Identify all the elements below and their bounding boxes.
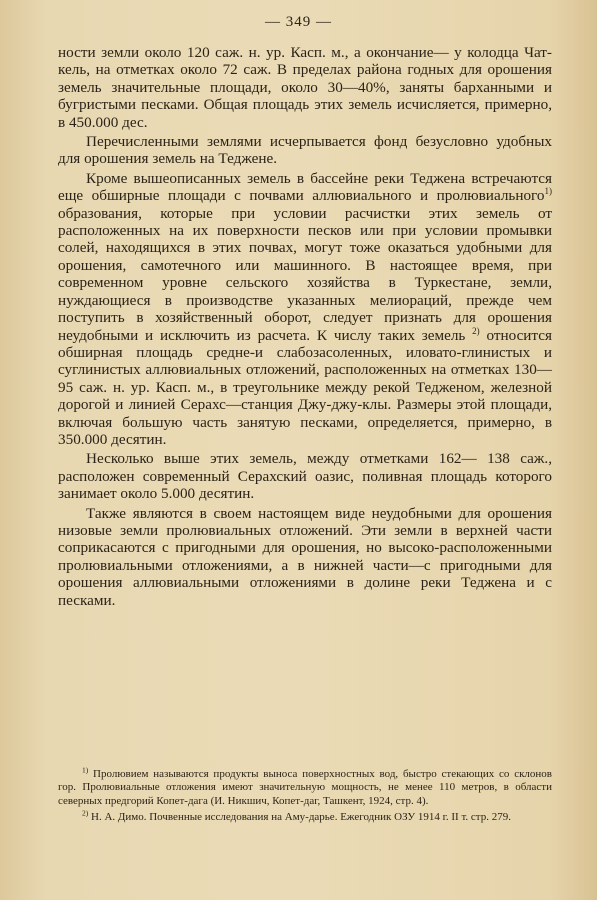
footnote bbox=[58, 808, 552, 824]
paragraph bbox=[58, 170, 552, 449]
footnote-text: Пролювием называются продукты выноса поверхностных вод, быстро стекающих со склонов гор. Пролювиальные отложения имеют значительную мощность, не менее 110 метров, в области северных предгорий Копет-дага (И. Никшич, Копет-даг, Ташкент, 1924, стр. 4). bbox=[58, 768, 553, 807]
footnotes bbox=[58, 765, 553, 825]
footnote-reference: 2) bbox=[472, 325, 480, 336]
footnote-reference: 1) bbox=[544, 186, 552, 197]
paragraph: Перечисленными землями исчерпывается фонд безусловно удобных для орошения земель на Теджене. bbox=[58, 133, 552, 168]
footnote-text: Н. А. Димо. Почвенные исследования на Аму-дарье. Ежегодник ОЗУ 1914 г. II т. стр. 279. bbox=[91, 811, 512, 824]
page-number: — 349 — bbox=[265, 14, 332, 30]
paragraph: Также являются в своем настоящем виде неудобными для орошения низовые земли пролювиальных отложений. Эти земли в верхней части соприкасаются с пригодными для орошения, но высоко-расположенными пролювиальными отложениями, а в нижней части—с пригодными для орошения аллювиальными отложениями в долине реки Теджена и с песками. bbox=[58, 504, 552, 609]
paragraph: Несколько выше этих земель, между отметками 162— 138 саж., расположен современный Серахский оазис, поливная площадь которого занимает около 5.000 десятин. bbox=[58, 450, 552, 503]
paragraph-text: Кроме вышеописанных земель в бассейне реки Теджена встречаются еще обширные площади с почвами аллювиального и пролювиального bbox=[58, 169, 552, 205]
footnote bbox=[58, 765, 553, 808]
paragraph-text: образования, которые при условии расчистки этих земель от расположенных на их поверхности песков или при условии промывки солей, находящихся в этих почвах, могут тоже оказаться удобными для орошения, самотечного или машинного. В настоящее время, при современном уровне сельского хозяйства в Туркестане, земли, нуждающиеся в производстве указанных мелиораций, прежде чем поступить в хозяйственный оборот, следует признать для орошения неудобными и исключить из расчета. К числу таких земель bbox=[58, 204, 552, 344]
footnote-marker: 2) bbox=[82, 808, 89, 818]
paragraph: ности земли около 120 саж. н. ур. Касп. м., а окончание— у колодца Чат-кель, на отметках около 72 саж. В пределах района годных для орошения земель значительные площади, около 30—40%, заняты барханными и бугристыми песками. Общая площадь этих земель исчисляется, примерно, в 450.000 дес. bbox=[58, 44, 552, 131]
main-text bbox=[58, 44, 552, 609]
footnote-marker: 1) bbox=[82, 765, 89, 775]
paragraph-text: относится обширная площадь средне-и слабозасоленных, иловато-глинистых и суглинистых аллювиальных отложений, расположенных на отметках 130—95 саж. н. ур. Касп. м., в треугольнике между рекой Тедженом, железной дорогой и линией Серахс—станция Джу-джу-клы. Размеры этой площади, включая большую часть занятую песками, определяется, примерно, в 350.000 десятин. bbox=[58, 326, 552, 448]
